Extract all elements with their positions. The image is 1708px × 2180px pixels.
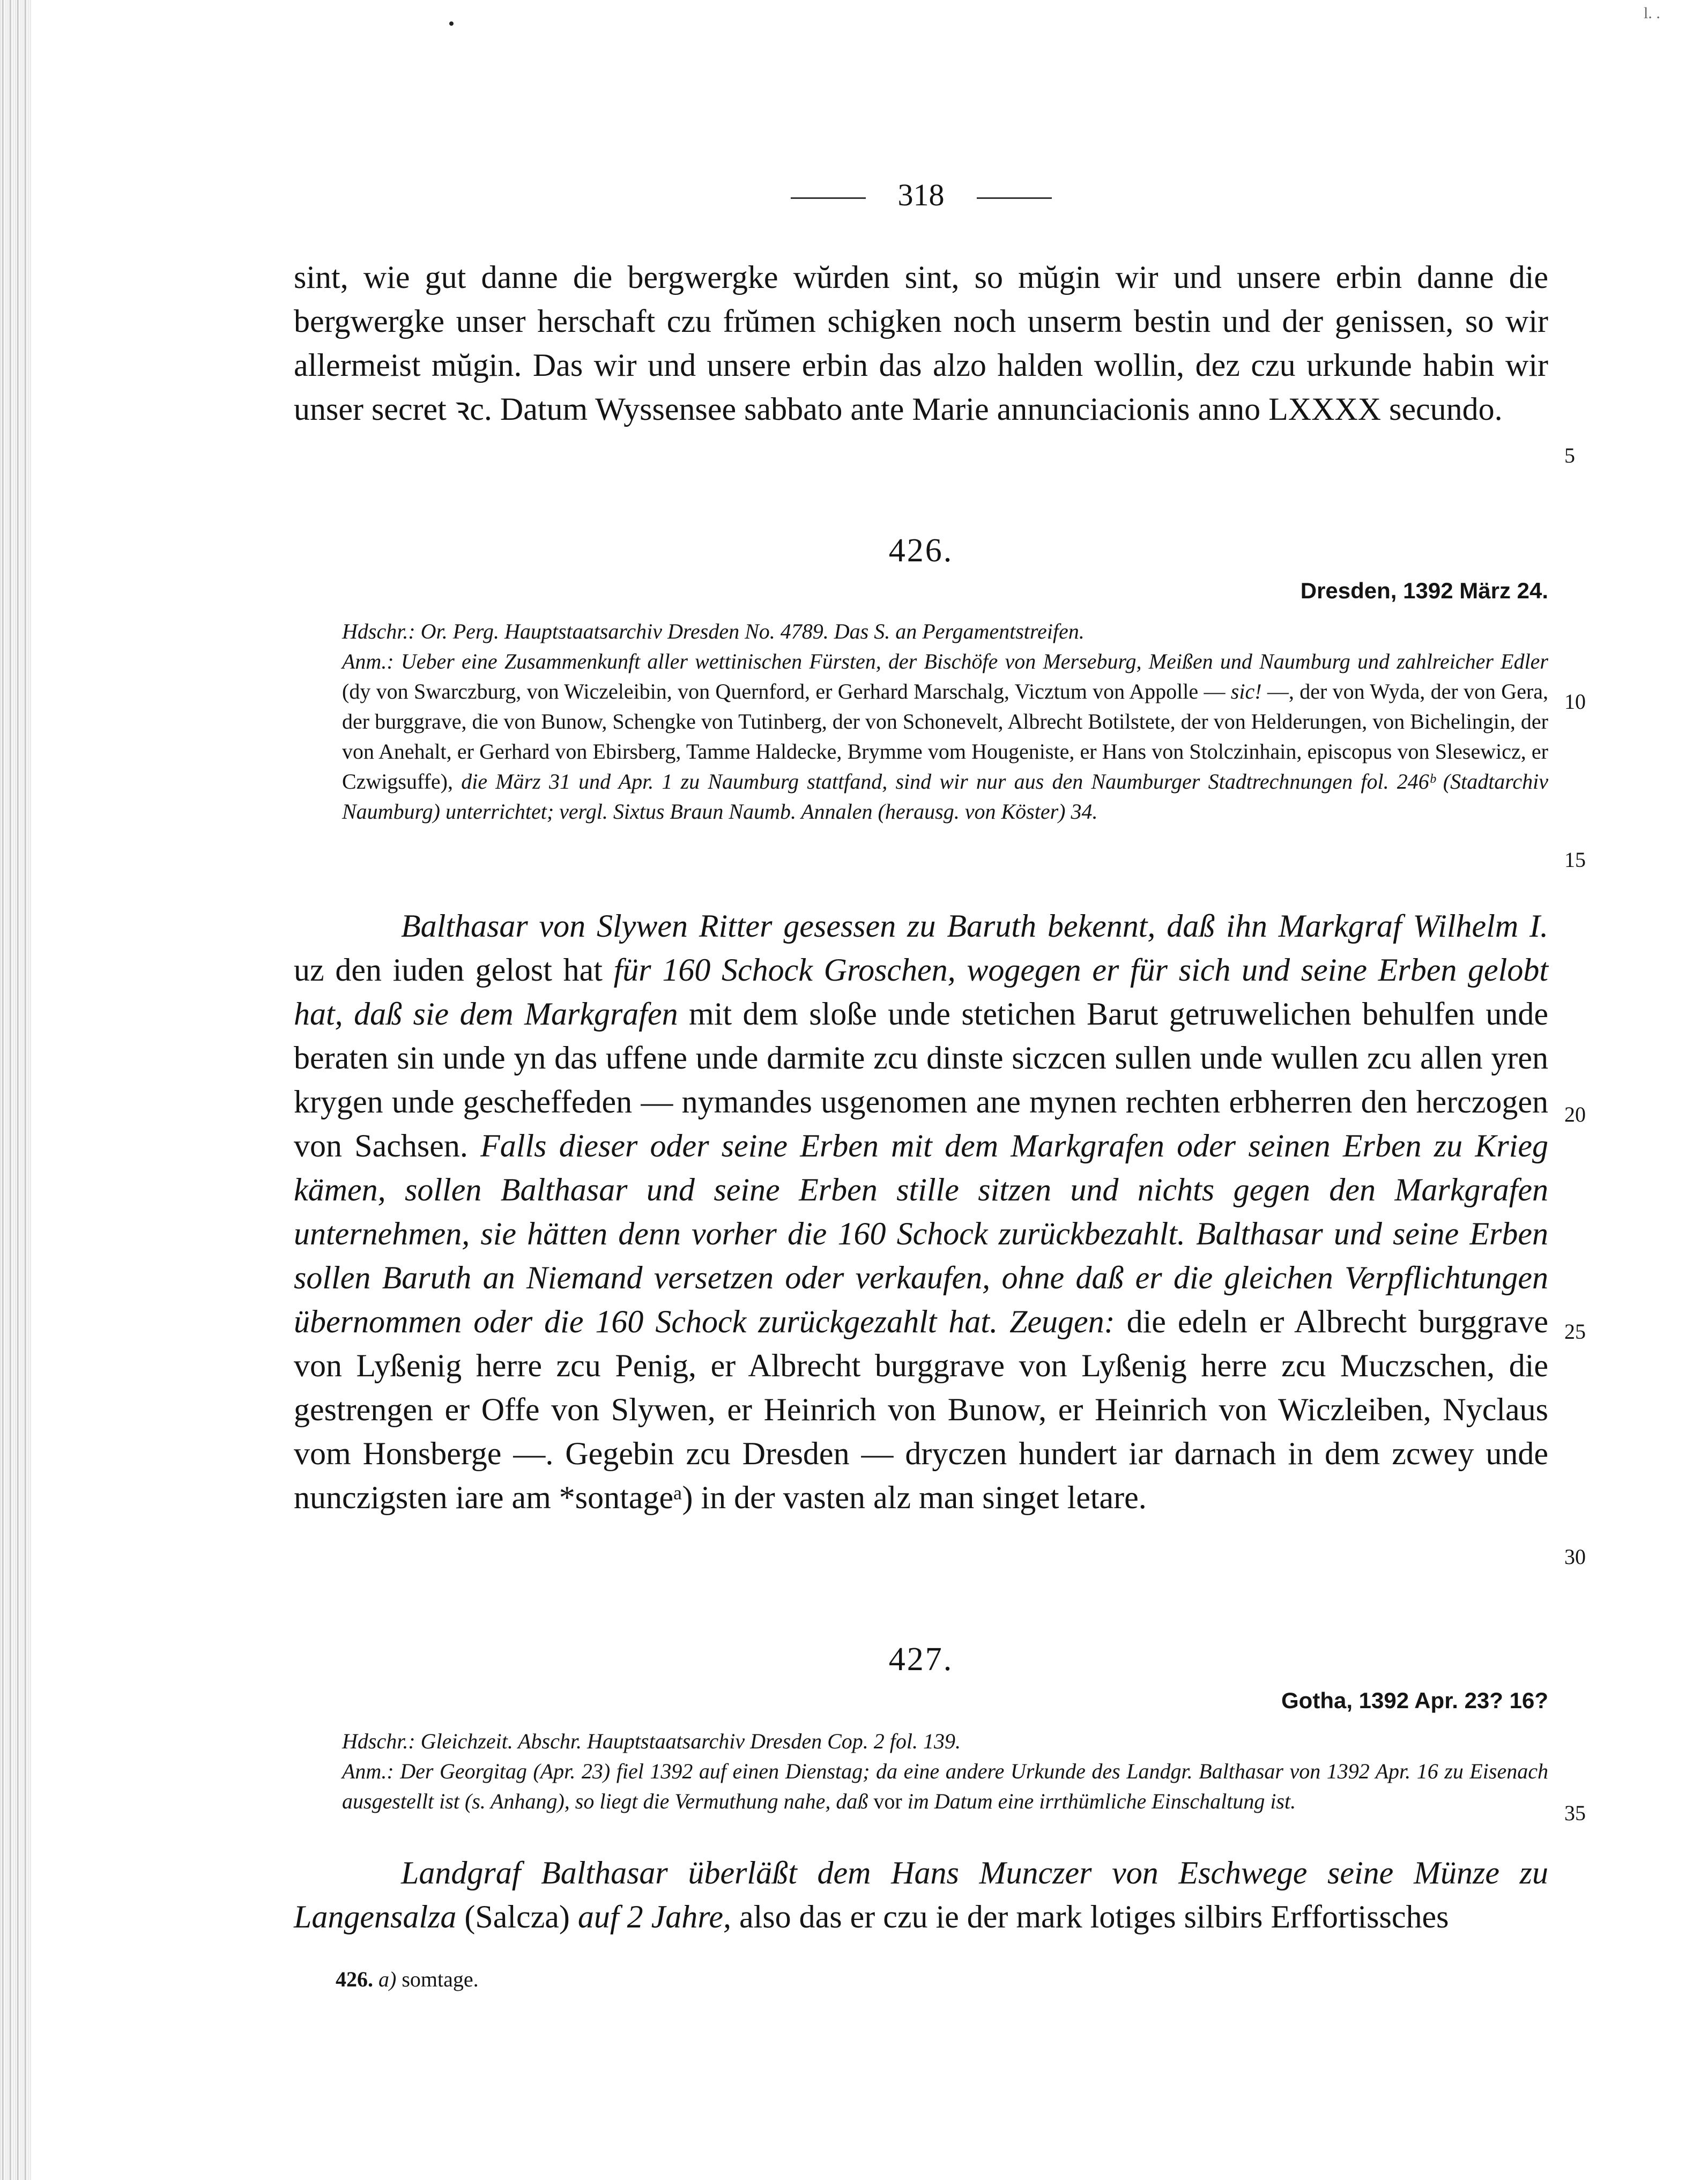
anm-label: Anm.: [342, 649, 394, 673]
line-number: 35 [1564, 1801, 1586, 1825]
page-header [294, 177, 1548, 213]
header-rule-left [791, 197, 866, 199]
anm-text: —, der von Wyda, der von Gera, der burggrave, die von Bunow, Schengke von Tutinberg, der von Schonevelt, Albrecht Botilstete, der von Helderungen, von Bichelingin, der von Anehalt, er Gerhard von Ebirsberg, Tamme Haldecke, Brymme vom Hougeniste, er Hans von Stolczinhain, episcopus von Slesewicz, er Czwigsuffe), [342, 679, 1549, 794]
line-number: 20 [1564, 1102, 1586, 1126]
hdschr-label: Hdschr.: [342, 1729, 415, 1753]
footnote-ref: 426. [336, 1967, 373, 1991]
footnote [336, 1967, 479, 1992]
footnote-text: somtage. [402, 1967, 479, 1991]
doc-427-number: 427. [888, 1641, 954, 1678]
anm-label: Anm.: [342, 1759, 394, 1783]
hdschr-label: Hdschr.: [342, 619, 415, 643]
doc-427-regest [294, 1851, 1548, 1939]
doc-427-place-date: Gotha, 1392 Apr. 23? 16? [1281, 1688, 1548, 1713]
footnote-mark: a) [378, 1967, 397, 1991]
doc-426-notes [342, 617, 1548, 827]
doc-426-anm [342, 647, 1548, 827]
scan-speck [449, 21, 454, 26]
doc-427-notes [342, 1726, 1548, 1816]
corner-mark: l. . [1644, 4, 1660, 22]
regest-text: Balthasar von Slywen Ritter gesessen zu Baruth bekennt, daß ihn Markgraf Wilhelm I. [401, 908, 1548, 944]
regest-text: mit dem sloße unde stetichen Barut getruwelichen behulfen unde beraten sin unde yn das uffene unde darmite zcu dinste siczcen sullen unde wullen zcu allen yren krygen unde gescheffeden — nymandes usgenomen ane mynen rechten erbherren den herczogen von Sachsen. [294, 996, 1549, 1163]
continuation-text: sint, wie gut danne die bergwergke wŭrden sint, so mŭgin wir und unsere erbin danne die bergwergke unser herschaft czu frŭmen schigken noch unserm bestin und der genissen, so wir allermeist mŭgin. Das wir und unsere erbin das alzo halden wollin, dez czu urkunde habin wir unser secret ꝛc. Datum Wyssensee sabbato ante Marie annunciacionis anno LXXXX secundo. [294, 259, 1548, 427]
regest-text: auf 2 Jahre, [577, 1899, 731, 1934]
regest-text: für 160 Schock Groschen, wogegen er für sich und seine Erben gelobt hat, daß sie dem Markgrafen [294, 952, 1549, 1032]
doc-427-anm [342, 1756, 1548, 1816]
doc-427-hdschr [342, 1726, 1548, 1756]
doc-426-place-date: Dresden, 1392 März 24. [1300, 578, 1548, 603]
line-number: 10 [1564, 689, 1586, 714]
regest-text: die edeln er Albrecht burggrave von Lyßenig herre zcu Penig, er Albrecht burggrave von Lyßenig herre zcu Muczschen, die gestrengen er Offe von Slywen, er Heinrich von Bunow, er Heinrich von Wiczleiben, Nyclaus vom Honsberge —. Gegebin zcu Dresden — dryczen hundert iar darnach in dem zcwey unde nunczigsten iare am *sontageᵃ) in der vasten alz man singet letare. [294, 1304, 1548, 1515]
anm-text: die März 31 und Apr. 1 zu Naumburg stattfand, sind wir nur aus den Naumburger Stadtrechnungen fol. 246ᵇ (Stadtarchiv Naumburg) unterrichtet; vergl. Sixtus Braun Naumb. Annalen (herausg. von Köster) 34. [342, 769, 1549, 824]
anm-text: im Datum eine irrthümliche Einschaltung ist. [907, 1789, 1296, 1813]
line-number: 25 [1564, 1319, 1586, 1344]
doc-426-number: 426. [888, 532, 954, 569]
scan-edge [0, 0, 31, 2180]
regest-text: also das er czu ie der mark lotiges silbirs Erffortissches [739, 1899, 1449, 1934]
hdschr-text: Gleichzeit. Abschr. Hauptstaatsarchiv Dresden Cop. 2 fol. 139. [420, 1729, 961, 1753]
anm-text: vor [873, 1789, 902, 1813]
regest-text: Landgraf Balthasar überläßt dem Hans Munczer von Eschwege seine Münze zu Langensalza [294, 1855, 1548, 1934]
anm-text: Der Georgitag (Apr. 23) fiel 1392 auf einen Dienstag; da eine andere Urkunde des Landgr. Balthasar von 1392 Apr. 16 zu Eisenach ausgestellt ist (s. Anhang), so liegt die Vermuthung nahe, daß [342, 1759, 1548, 1813]
anm-text: (dy von Swarczburg, von Wiczeleibin, von Quernford, er Gerhard Marschalg, Vicztum von Appolle — [342, 679, 1226, 703]
line-number: 30 [1564, 1545, 1586, 1569]
hdschr-text: Or. Perg. Hauptstaatsarchiv Dresden No. 4789. Das S. an Pergamentstreifen. [420, 619, 1085, 643]
regest-text: Falls dieser oder seine Erben mit dem Markgrafen oder seinen Erben zu Krieg kämen, sollen Balthasar und seine Erben stille sitzen und nichts gegen den Markgrafen unternehmen, sie hätten denn vorher die 160 Schock zurückbezahlt. Balthasar und seine Erben sollen Baruth an Niemand versetzen oder verkaufen, ohne daß er die gleichen Verpflichtungen übernommen oder die 160 Schock zurückgezahlt hat. Zeugen: [294, 1128, 1548, 1339]
regest-text: (Salcza) [464, 1899, 570, 1934]
line-number: 15 [1564, 848, 1586, 872]
page-number: 318 [897, 177, 945, 212]
anm-text: Ueber eine Zusammenkunft aller wettinischen Fürsten, der Bischöfe von Merseburg, Meißen und Naumburg und zahlreicher Edler [400, 649, 1548, 673]
doc-426-hdschr [342, 617, 1548, 647]
doc-426-regest [294, 904, 1548, 1519]
anm-text: sic! [1230, 679, 1262, 703]
header-rule-right [977, 197, 1052, 199]
line-number: 5 [1564, 443, 1575, 468]
regest-text: uz den iuden gelost hat [294, 952, 603, 988]
